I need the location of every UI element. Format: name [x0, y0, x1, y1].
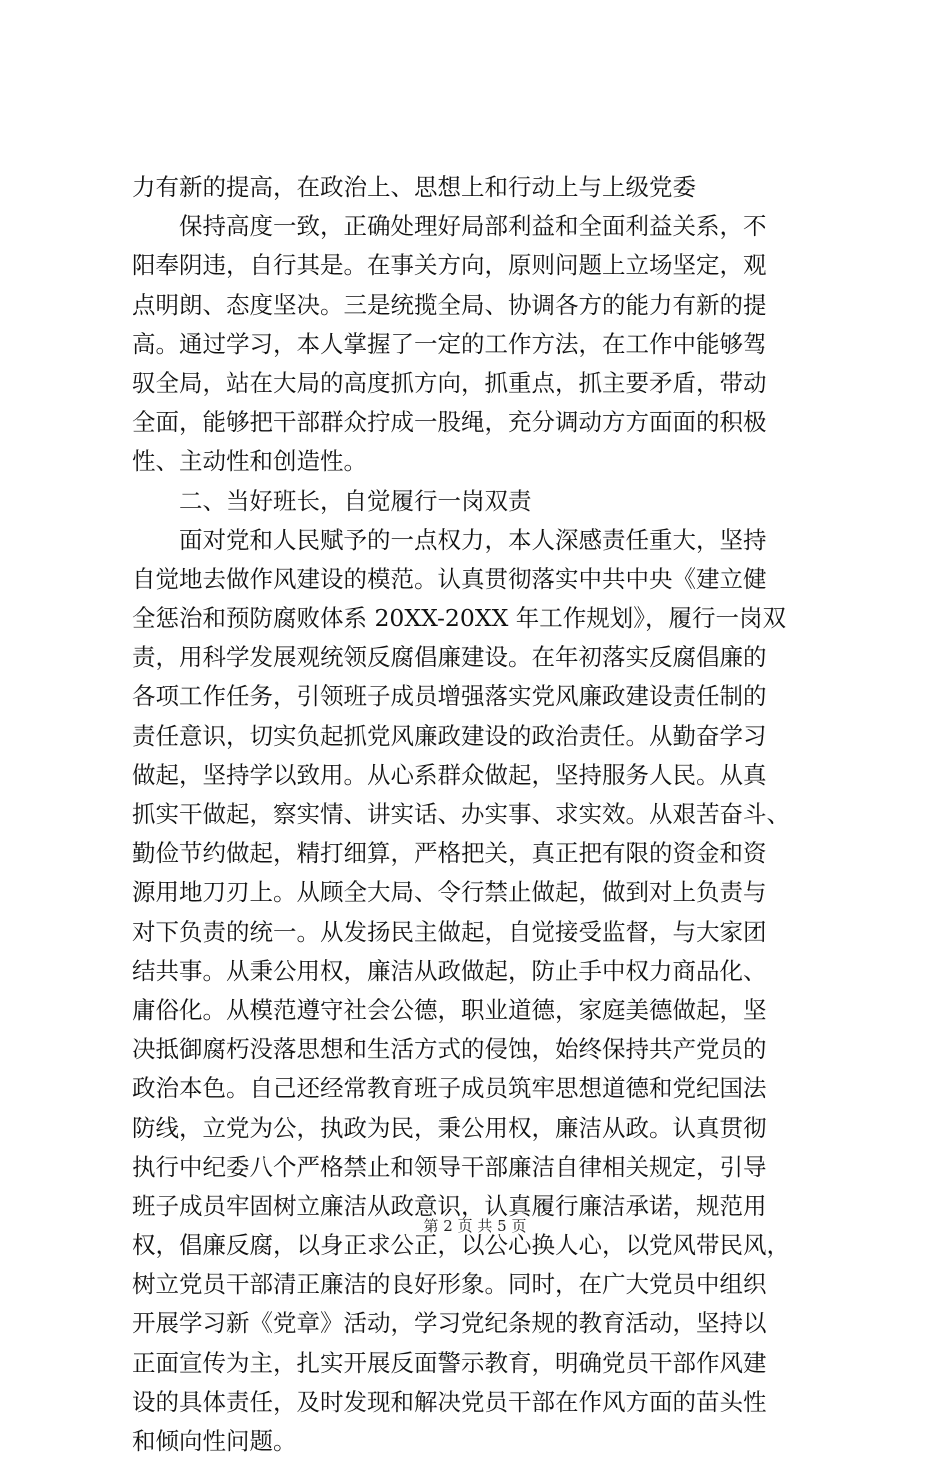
section-heading: 二、当好班长，自觉履行一岗双责	[132, 486, 532, 515]
text-line: 和倾向性问题。	[132, 1427, 297, 1455]
text-line: 权，倡廉反腐，以身正求公正，以公心换人心，以党风带民风，	[132, 1231, 790, 1260]
text-line: 全面，能够把干部群众拧成一股绳，充分调动方方面面的积极	[132, 408, 767, 437]
text-line: 保持高度一致，正确处理好局部利益和全面利益关系，不	[132, 212, 767, 241]
text-line: 责任意识，切实负起抓党风廉政建设的政治责任。从勤奋学习	[132, 721, 767, 750]
document-body	[132, 168, 832, 1461]
text-line: 做起，坚持学以致用。从心系群众做起，坚持服务人民。从真	[132, 760, 767, 789]
text-line: 正面宣传为主，扎实开展反面警示教育，明确党员干部作风建	[132, 1348, 767, 1377]
text-line: 各项工作任务，引领班子成员增强落实党风廉政建设责任制的	[132, 682, 767, 711]
text-line: 抓实干做起，察实情、讲实话、办实事、求实效。从艰苦奋斗、	[132, 800, 790, 828]
text-line: 执行中纪委八个严格禁止和领导干部廉洁自律相关规定，引导	[132, 1152, 767, 1181]
text-line: 结共事。从秉公用权，廉洁从政做起，防止手中权力商品化、	[132, 956, 767, 985]
text-line: 勤俭节约做起，精打细算，严格把关，真正把有限的资金和资	[132, 839, 767, 868]
text-line: 庸俗化。从模范遵守社会公德，职业道德，家庭美德做起，坚	[132, 995, 767, 1024]
text-line: 阳奉阴违，自行其是。在事关方向，原则问题上立场坚定，观	[132, 251, 767, 280]
text-line: 性、主动性和创造性。	[132, 447, 367, 476]
text-line: 政治本色。自己还经常教育班子成员筑牢思想道德和党纪国法	[132, 1074, 767, 1103]
text-line: 驭全局，站在大局的高度抓方向，抓重点，抓主要矛盾，带动	[132, 368, 767, 397]
text-line: 力有新的提高，在政治上、思想上和行动上与上级党委	[132, 173, 696, 201]
text-line: 责，用科学发展观统领反腐倡廉建设。在年初落实反腐倡廉的	[132, 643, 767, 672]
page-footer	[0, 1216, 950, 1236]
text-line: 全惩治和预防腐败体系 20XX-20XX 年工作规划》，履行一岗双	[132, 604, 787, 633]
page-number: 第 2 页 共 5 页	[423, 1217, 527, 1235]
text-line: 源用地刀刃上。从顾全大局、令行禁止做起，做到对上负责与	[132, 878, 767, 907]
text-line: 班子成员牢固树立廉洁从政意识，认真履行廉洁承诺，规范用	[132, 1191, 767, 1220]
text-line: 开展学习新《党章》活动，学习党纪条规的教育活动，坚持以	[132, 1309, 767, 1338]
text-line: 自觉地去做作风建设的模范。认真贯彻落实中共中央《建立健	[132, 564, 767, 593]
text-line: 树立党员干部清正廉洁的良好形象。同时，在广大党员中组织	[132, 1270, 767, 1299]
text-line: 决抵御腐朽没落思想和生活方式的侵蚀，始终保持共产党员的	[132, 1035, 767, 1064]
text-line: 防线，立党为公，执政为民，秉公用权，廉洁从政。认真贯彻	[132, 1113, 767, 1142]
text-line: 点明朗、态度坚决。三是统揽全局、协调各方的能力有新的提	[132, 290, 767, 319]
text-line: 对下负责的统一。从发扬民主做起，自觉接受监督，与大家团	[132, 917, 767, 946]
text-line: 设的具体责任，及时发现和解决党员干部在作风方面的苗头性	[132, 1387, 767, 1416]
text-line: 面对党和人民赋予的一点权力，本人深感责任重大，坚持	[132, 525, 767, 554]
text-line: 高。通过学习，本人掌握了一定的工作方法，在工作中能够驾	[132, 329, 767, 358]
